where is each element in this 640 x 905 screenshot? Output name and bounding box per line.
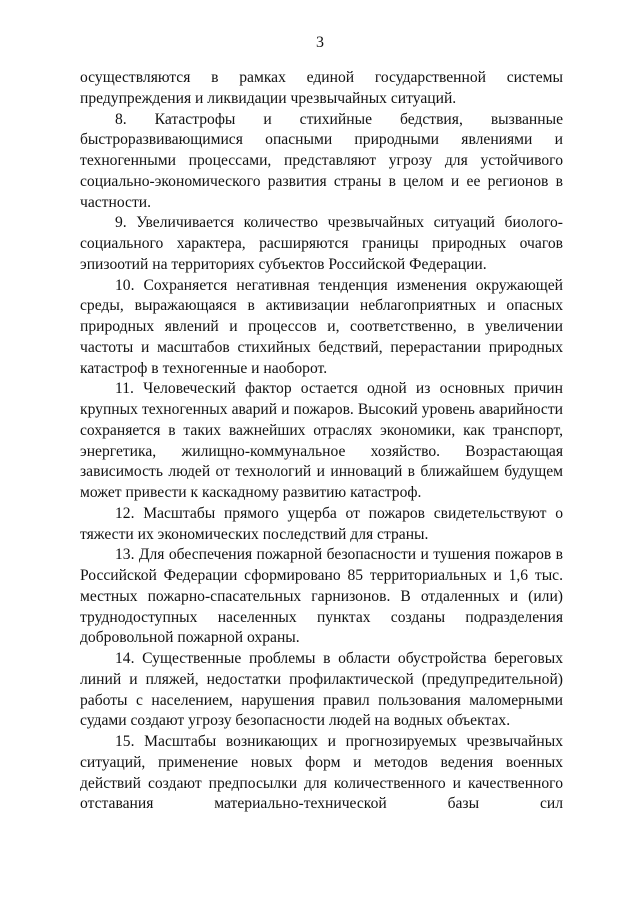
paragraph-14: 14. Существенные проблемы в области обустройства береговых линий и пляжей, недостатки профилактической (предупредительной) работы с населением, нарушения правил пользования маломерными судами создают угрозу безопасности людей на водных объектах. [80, 650, 563, 730]
paragraph-9: 9. Увеличивается количество чрезвычайных ситуаций биолого-социального характера, расширяются границы природных очагов эпизоотий на территориях субъектов Российской Федерации. [80, 214, 563, 273]
paragraph-continuation: осуществляются в рамках единой государственной системы предупреждения и ликвидации чрезвычайных ситуаций. [80, 69, 563, 107]
paragraph-13: 13. Для обеспечения пожарной безопасности и тушения пожаров в Российской Федерации сформировано 85 территориальных и 1,6 тыс. местных пожарно-спасательных гарнизонов. В отдаленных и (или) труднодоступных населенных пунктах созданы подразделения добровольной пожарной охраны. [80, 546, 563, 647]
paragraph-15: 15. Масштабы возникающих и прогнозируемых чрезвычайных ситуаций, применение новых форм и методов ведения военных действий создают предпосылки для количественного и качественного отставания материально-технической базы сил [80, 733, 563, 813]
paragraph-11: 11. Человеческий фактор остается одной из основных причин крупных техногенных аварий и пожаров. Высокий уровень аварийности сохраняется в таких важнейших отраслях экономики, как транспорт, энергетика, жилищно-коммунальное хозяйство. Возрастающая зависимость людей от технологий и инноваций в ближайшем будущем может привести к каскадному развитию катастроф. [80, 380, 563, 501]
paragraph-12: 12. Масштабы прямого ущерба от пожаров свидетельствуют о тяжести их экономических последствий для страны. [80, 504, 563, 543]
document-body [80, 68, 563, 815]
paragraph-10: 10. Сохраняется негативная тенденция изменения окружающей среды, выражающаяся в активизации неблагоприятных и опасных природных явлений и процессов и, соответственно, в увеличении частоты и масштабов стихийных бедствий, перерастании природных катастроф в техногенные и наоборот. [80, 276, 563, 377]
page-number: 3 [316, 34, 324, 51]
paragraph-8: 8. Катастрофы и стихийные бедствия, вызванные быстроразвивающимися опасными природными явлениями и техногенными процессами, представляют угрозу для устойчивого социально-экономического развития страны в целом и ее регионов в частности. [80, 110, 563, 211]
